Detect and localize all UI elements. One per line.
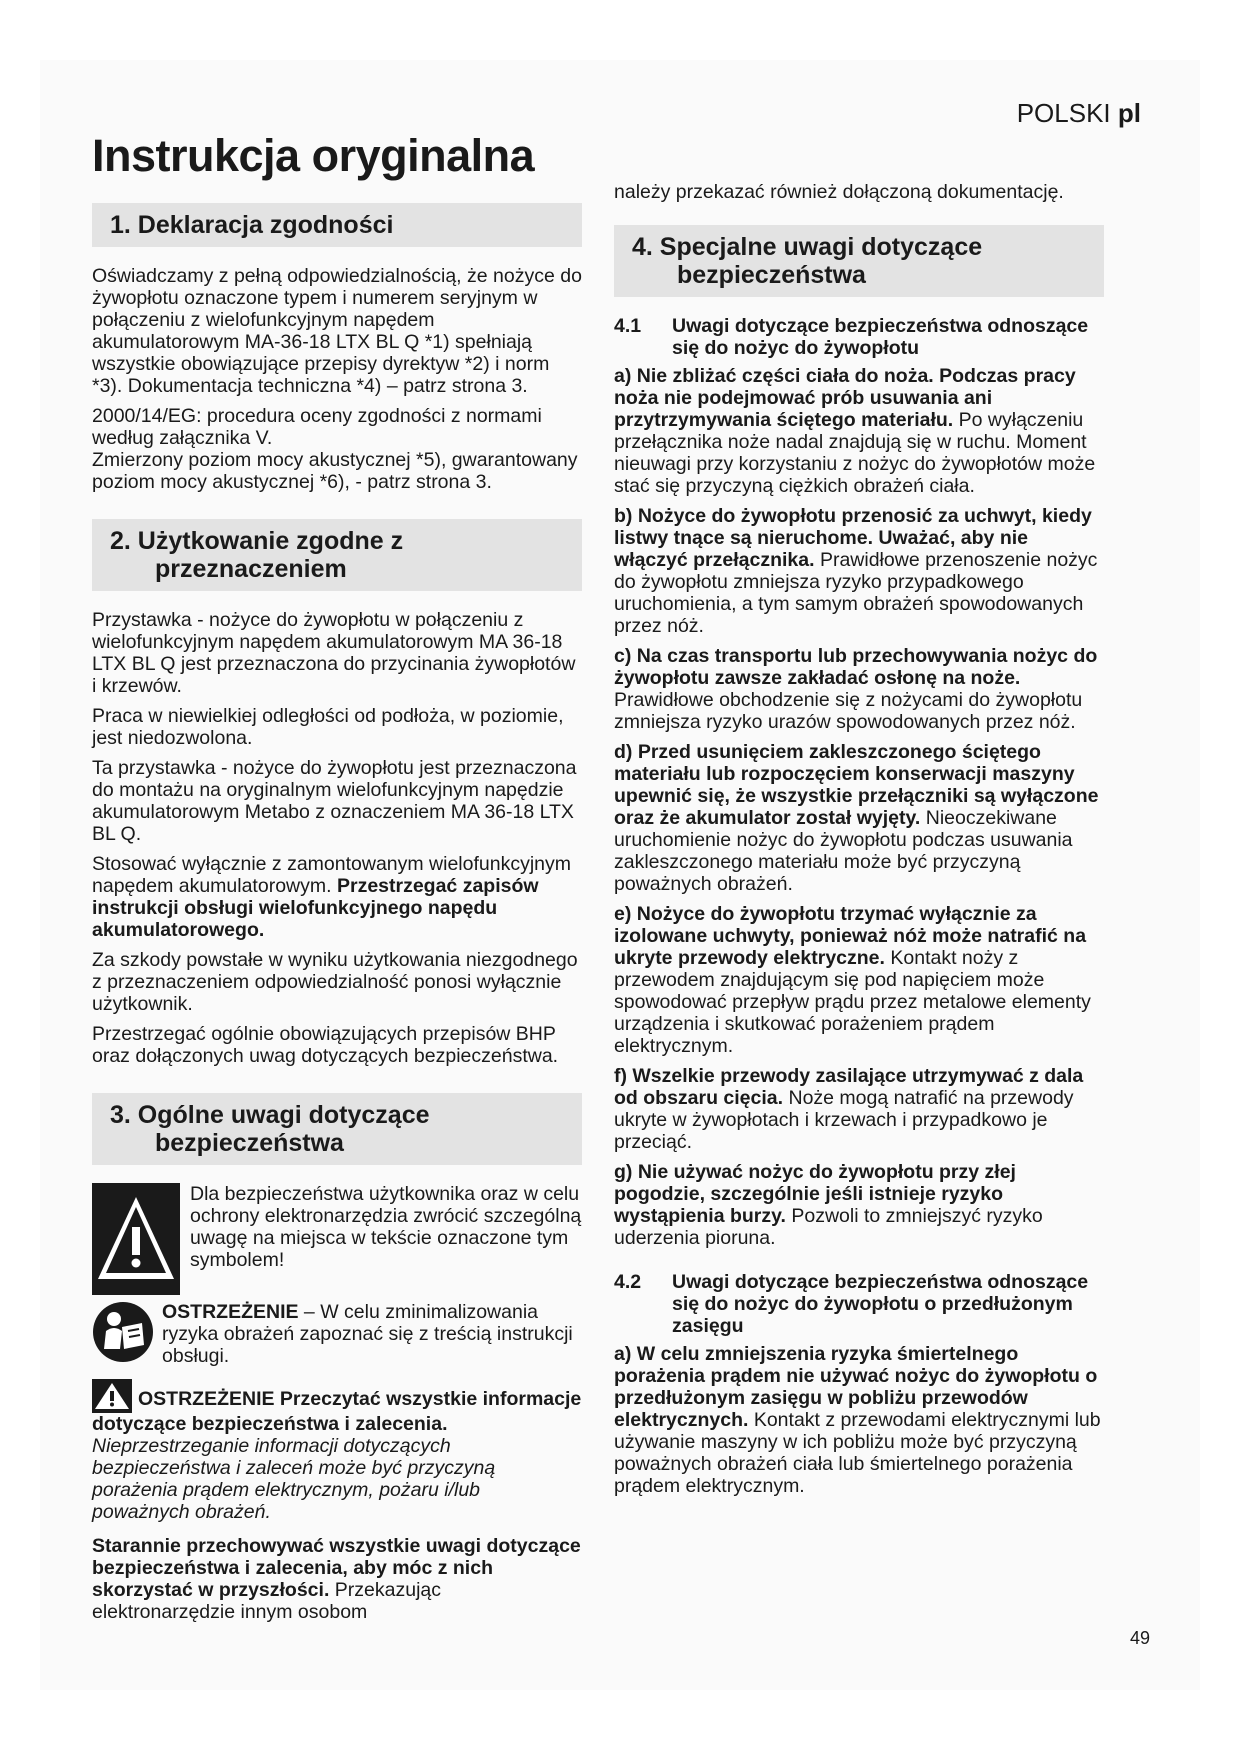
- paragraph: Starannie przechowywać wszystkie uwagi dotyczące bezpieczeństwa i zalecenia, aby móc z nich skorzystać w przyszłości. Przekazując elektronarzędzie innym osobom: [92, 1535, 581, 1623]
- safety-item: c) Na czas transportu lub przechowywania nożyc do żywopłotu zawsze zakładać osłonę na noże. Prawidłowe obchodzenie się z nożycami do żywopłotu zmniejsza ryzyko urazów spowodowanych przez nóż.: [614, 645, 1098, 733]
- safety-items-4-2: [614, 1343, 1104, 1497]
- language-label: POLSKI pl: [1016, 98, 1141, 128]
- paragraph: Zmierzony poziom mocy akustycznej *5), gwarantowany poziom mocy akustycznej *6), - patrz strona 3.: [92, 449, 578, 493]
- read-manual-icon: [92, 1301, 154, 1363]
- paragraph: Oświadczamy z pełną odpowiedzialnością, że nożyce do żywopłotu oznaczone typem i numerem seryjnym w połączeniu z wielofunkcyjnym napędem akumulatorowym MA-36-18 LTX BL Q *1) spełniają wszystkie obowiązujące przepisy dyrektyw *2) i norm *3). Dokumentacja techniczna *4) – patrz strona 3.: [92, 265, 582, 397]
- subsection-heading-4-1: 4.1 Uwagi dotyczące bezpieczeństwa odnoszące się do nożyc do żywopłotu: [614, 315, 1089, 359]
- section-heading-3: 3. Ogólne uwagi dotyczące bezpieczeństwa: [92, 1093, 582, 1165]
- safety-item: e) Nożyce do żywopłotu trzymać wyłącznie za izolowane uchwyty, ponieważ nóż może natrafić na ukryte przewody elektryczne. Kontakt noży z przewodem znajdującym się pod napięciem może spowodować przepływ prądu przez metalowe elementy urządzenia i skutkować porażeniem prądem elektrycznym.: [614, 903, 1091, 1057]
- warning-triangle-icon: [92, 1183, 180, 1295]
- paragraph: Za szkody powstałe w wyniku użytkowania niezgodnego z przeznaczeniem odpowiedzialność ponosi wyłącznie użytkownik.: [92, 949, 578, 1015]
- section-heading-1: 1. Deklaracja zgodności: [92, 203, 582, 247]
- safety-item: b) Nożyce do żywopłotu przenosić za uchwyt, kiedy listwy tnące są nieruchome. Uważać, aby nie włączyć przełącznika. Prawidłowe przenoszenie nożyc do żywopłotu zmniejsza ryzyko przypadkowego uruchomienia, a tym samym obrażeń spowodowanych przez nóż.: [614, 505, 1098, 637]
- safety-item: d) Przed usunięciem zakleszczonego ściętego materiału lub rozpoczęciem konserwacji maszyny upewnić się, że wszystkie przełączniki są wyłączone oraz że akumulator został wyjęty. Nieoczekiwane uruchomienie nożyc do żywopłotu podczas usuwania zakleszczonego materiału może być przyczyną poważnych obrażeń.: [614, 741, 1099, 895]
- section-heading-2: 2. Użytkowanie zgodne z przeznaczeniem: [92, 519, 582, 591]
- read-manual-text: OSTRZEŻENIE – W celu zminimalizowania ryzyka obrażeń zapoznać się z treścią instrukcji obsługi.: [162, 1301, 573, 1367]
- page-number: 49: [1130, 1628, 1151, 1648]
- warning-paragraph: OSTRZEŻENIE Przeczytać wszystkie informacje dotyczące bezpieczeństwa i zalecenia. Nieprzestrzeganie informacji dotyczących bezpieczeństwa i zaleceń może być przyczyną porażenia prądem elektrycznym, pożaru i/lub poważnych obrażeń.: [92, 1379, 582, 1523]
- read-manual-note: [92, 1301, 582, 1371]
- paragraph: należy przekazać również dołączoną dokumentację.: [614, 181, 1064, 203]
- paragraph: Przystawka - nożyce do żywopłotu w połączeniu z wielofunkcyjnym napędem akumulatorowym MA 36-18 LTX BL Q jest przeznaczona do przycinania żywopłotów i krzewów.: [92, 609, 576, 697]
- safety-item: a) W celu zmniejszenia ryzyka śmiertelnego porażenia prądem nie używać nożyc do żywopłotu o przedłużonym zasięgu w pobliżu przewodów elektrycznych. Kontakt z przewodami elektrycznymi lub używanie maszyny w ich pobliżu może być przyczyną poważnych obrażeń ciała lub śmiertelnego porażenia prądem elektrycznym.: [614, 1343, 1101, 1497]
- warning-text: Dla bezpieczeństwa użytkownika oraz w celu ochrony elektronarzędzia zwrócić szczególną uwagę na miejsca w tekście oznaczone tym symbolem!: [190, 1183, 582, 1271]
- section-heading-4: 4. Specjalne uwagi dotyczące bezpieczeństwa: [614, 225, 1104, 297]
- page-title: Instrukcja oryginalna: [92, 130, 535, 181]
- paragraph: Stosować wyłącznie z zamontowanym wielofunkcyjnym napędem akumulatorowym. Przestrzegać zapisów instrukcji obsługi wielofunkcyjnego napędu akumulatorowego.: [92, 853, 572, 941]
- safety-item: g) Nie używać nożyc do żywopłotu przy złej pogodzie, szczególnie jeśli istnieje ryzyko wystąpienia burzy. Pozwoli to zmniejszyć ryzyko uderzenia pioruna.: [614, 1161, 1043, 1249]
- paragraph: Ta przystawka - nożyce do żywopłotu jest przeznaczona do montażu na oryginalnym wielofunkcyjnym napędzie akumulatorowym Metabo z oznaczeniem MA 36-18 LTX BL Q.: [92, 757, 577, 845]
- safety-item: f) Wszelkie przewody zasilające utrzymywać z dala od obszaru cięcia. Noże mogą natrafić na przewody ukryte w żywopłotach i krzewach i przypadkowo je przeciąć.: [614, 1065, 1084, 1153]
- safety-item: a) Nie zbliżać części ciała do noża. Podczas pracy noża nie podejmować prób usuwania ani przytrzymywania ściętego materiału. Po wyłączeniu przełącznika noże nadal znajdują się w ruchu. Moment nieuwagi przy korzystaniu z nożyc do żywopłotów może stać się przyczyną ciężkich obrażeń ciała.: [614, 365, 1096, 497]
- small-warning-icon: [92, 1379, 132, 1413]
- paragraph: 2000/14/EG: procedura oceny zgodności z normami według załącznika V.: [92, 405, 542, 449]
- left-column: [92, 203, 582, 1631]
- paragraph: Praca w niewielkiej odległości od podłoża, w poziomie, jest niedozwolona.: [92, 705, 564, 749]
- right-column: [614, 181, 1104, 1505]
- safety-items-4-1: [614, 365, 1104, 1249]
- paragraph: Przestrzegać ogólnie obowiązujących przepisów BHP oraz dołączonych uwag dotyczących bezpieczeństwa.: [92, 1023, 559, 1067]
- subsection-heading-4-2: 4.2 Uwagi dotyczące bezpieczeństwa odnoszące się do nożyc do żywopłotu o przedłużonym zasięgu: [614, 1271, 1089, 1337]
- warning-note: [92, 1183, 582, 1293]
